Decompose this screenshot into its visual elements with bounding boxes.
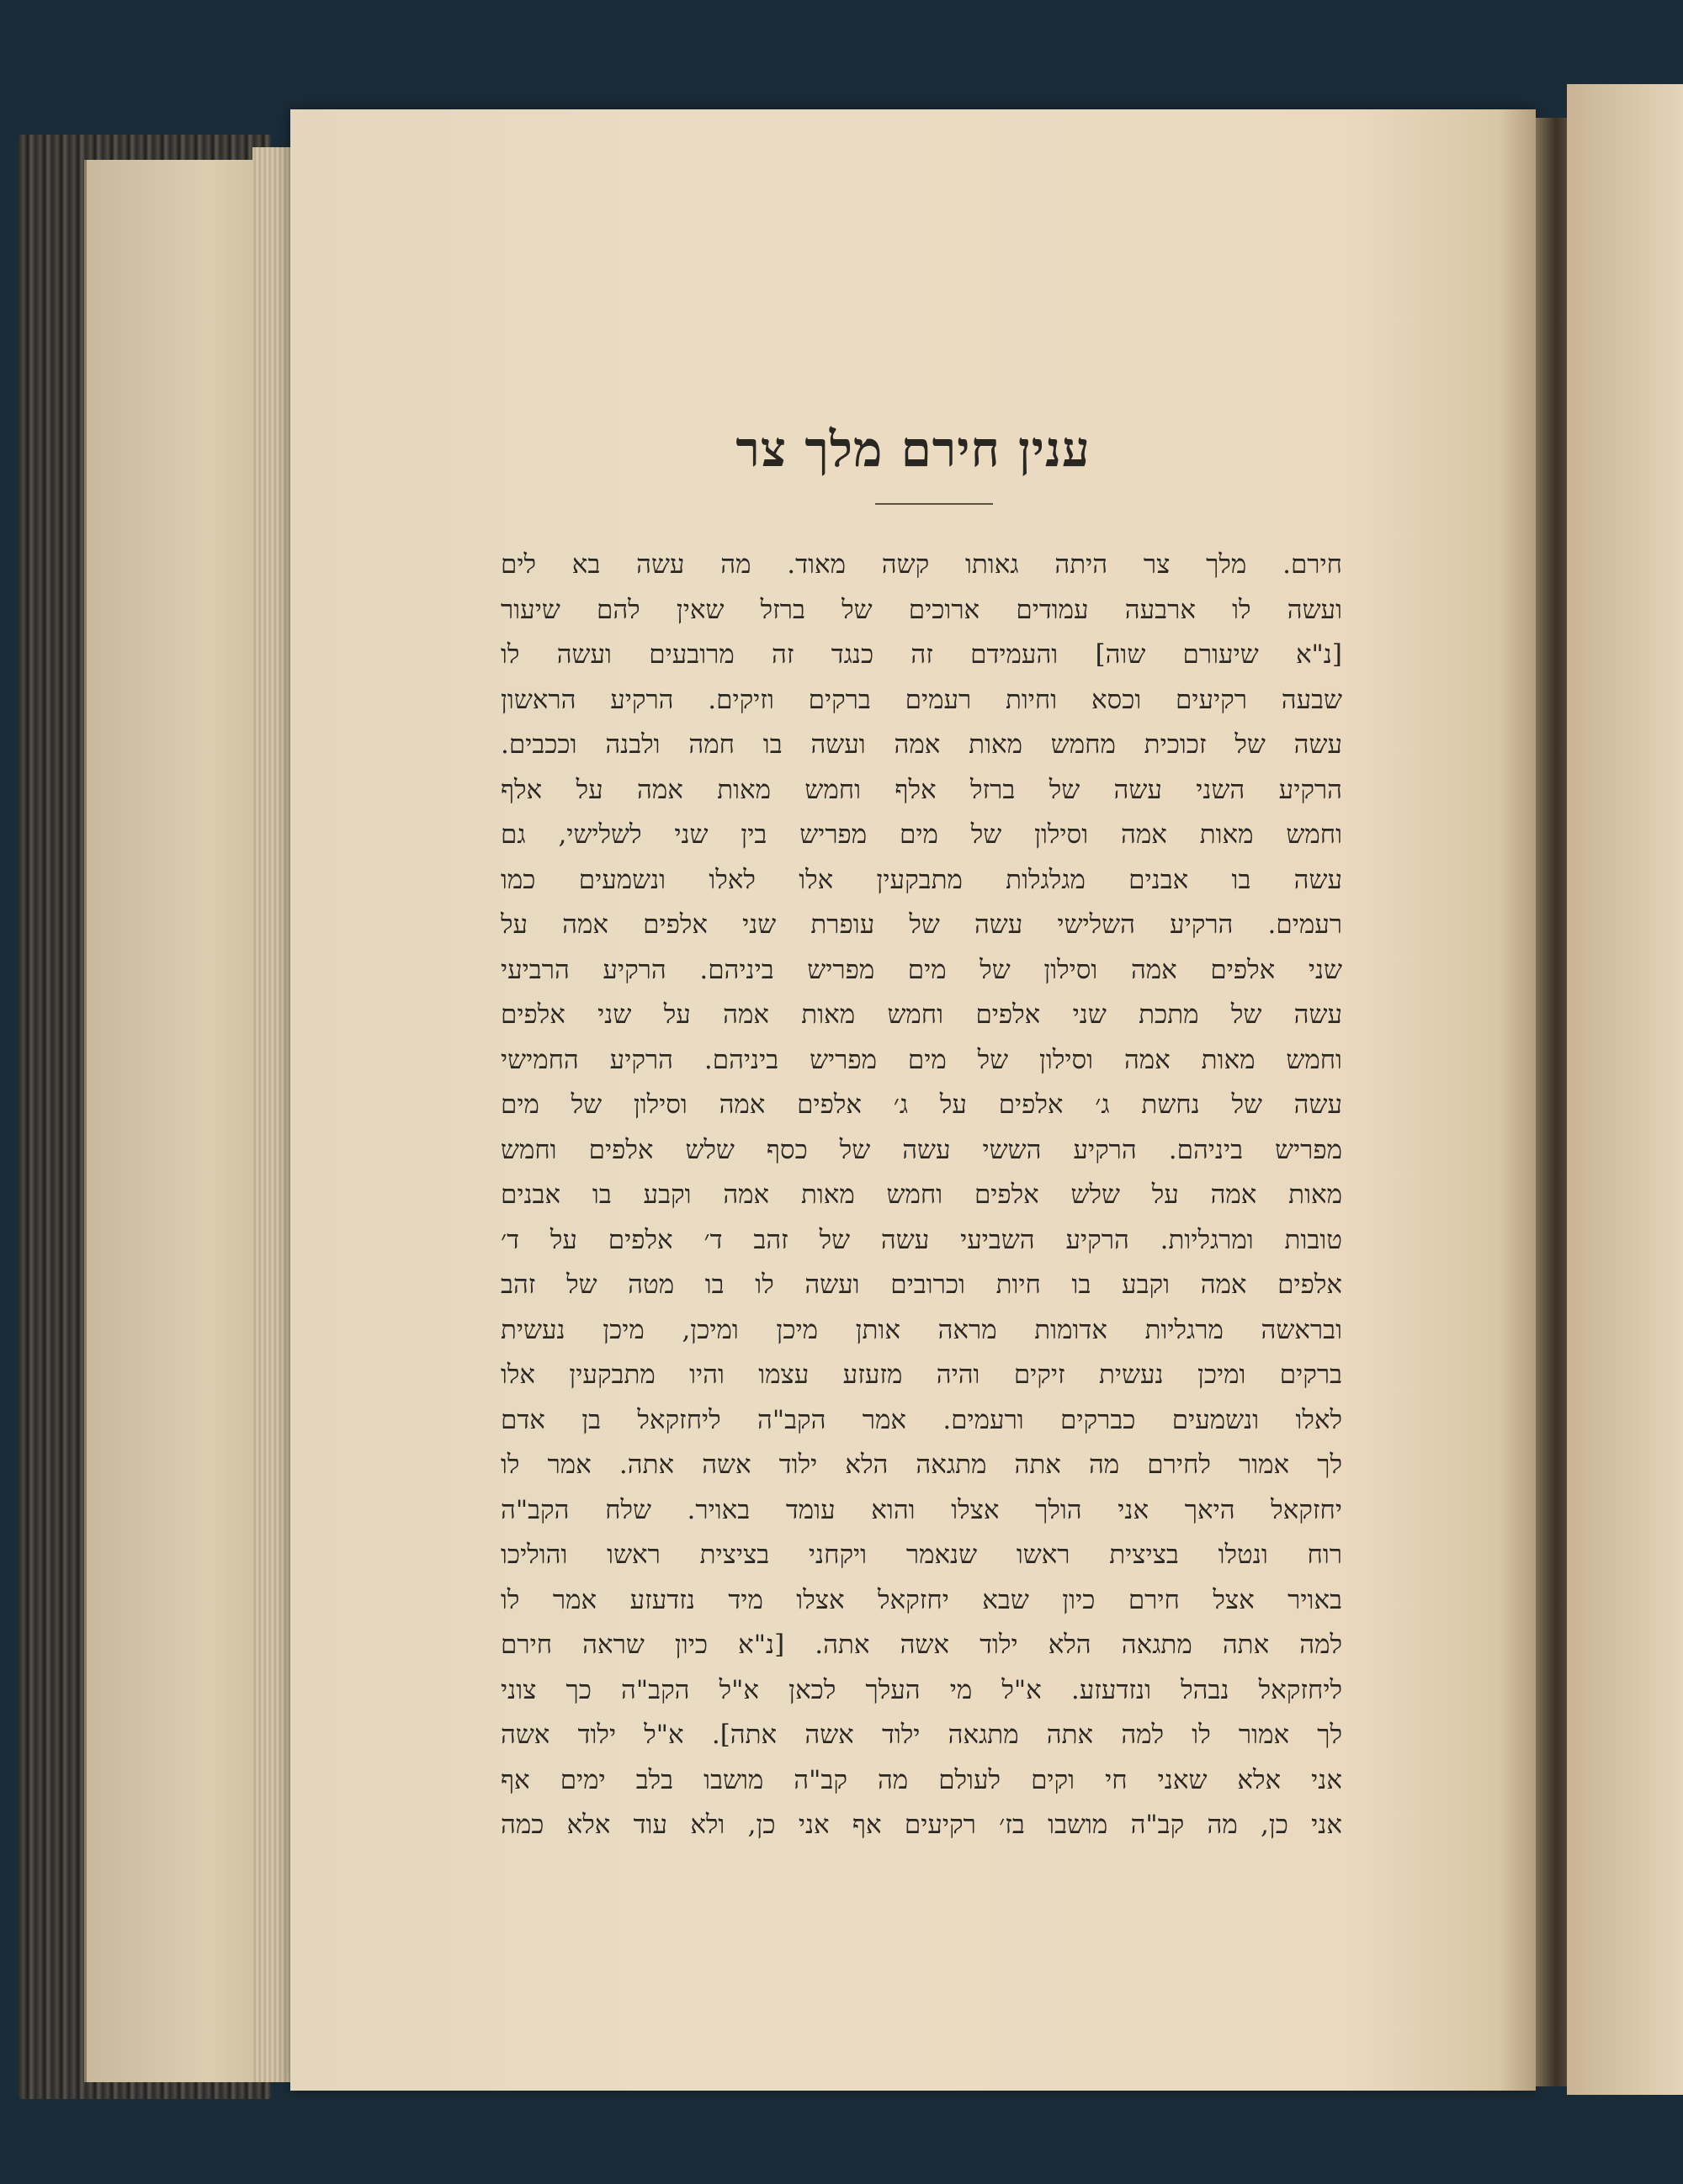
text-line: עשה בו אבנים מגלגלות מתבקעין אלו לאלו ונשמעים כמו [501,864,1342,895]
text-line: שני אלפים אמה וסילון של מים מפריש ביניהם. הרקיע הרביעי [501,954,1342,985]
text-line: ובראשה מרגליות אדומות מראה אותן מיכן ומיכן, מיכן נעשית [501,1314,1342,1345]
text-line: מפריש ביניהם. הרקיע הששי עשה של כסף שלש אלפים וחמש [501,1134,1342,1165]
text-line: רעמים. הרקיע השלישי עשה של עופרת שני אלפים אמה על [501,909,1342,940]
text-line: הרקיע השני עשה של ברזל אלף וחמש מאות אמה על אלף [501,774,1342,805]
text-line: חירם. מלך צר היתה גאותו קשה מאוד. מה עשה בא לים [501,549,1342,580]
text-line: לך אמור לו למה אתה מתגאה ילוד אשה אתה]. א"ל ילוד אשה [501,1720,1342,1750]
page-title: ענין חירם מלך צר [735,421,1091,478]
text-line: [נ"א שיעורם שוה] והעמידם זה כנגד זה מרובעים ועשה לו [501,639,1342,670]
text-line: וחמש מאות אמה וסילון של מים מפריש בין שני לשלישי, גם [501,819,1342,850]
text-line: באויר אצל חירם כיון שבא יחזקאל אצלו מיד נזדעזע אמר לו [501,1584,1342,1615]
text-line: אלפים אמה וקבע בו חיות וכרובים ועשה לו בו מטה של זהב [501,1270,1342,1300]
title-divider [875,503,993,505]
text-line: רוח ונטלו בציצית ראשו שנאמר ויקחני בציצית ראשו והוליכו [501,1540,1342,1570]
text-line: אני אלא שאני חי וקים לעולם מה קב"ה מושבו בלב ימים אף [501,1764,1342,1795]
right-page-edge [1567,84,1683,2095]
text-line: מאות אמה על שלש אלפים וחמש מאות אמה וקבע בו אבנים [501,1179,1342,1210]
body-text [501,543,1342,1848]
text-line: לאלו ונשמעים כברקים ורעמים. אמר הקב"ה ליחזקאל בן אדם [501,1404,1342,1435]
text-line: וחמש מאות אמה וסילון של מים מפריש ביניהם. הרקיע החמישי [501,1044,1342,1075]
text-line: אני כן, מה קב"ה מושבו בז׳ רקיעים אף אני כן, ולא עוד אלא כמה [501,1810,1342,1840]
text-line: שבעה רקיעים וכסא וחיות רעמים ברקים וזיקים. הרקיע הראשון [501,684,1342,715]
text-line: ליחזקאל נבהל ונזדעזע. א"ל מי העלך לכאן א"ל הקב"ה כך צוני [501,1674,1342,1705]
text-line: לך אמור לחירם מה אתה מתגאה הלא ילוד אשה אתה. אמר לו [501,1450,1342,1480]
text-line: טובות ומרגליות. הרקיע השביעי עשה של זהב ד׳ אלפים על ד׳ [501,1224,1342,1255]
text-line: למה אתה מתגאה הלא ילוד אשה אתה. [נ"א כיון שראה חירם [501,1630,1342,1660]
text-line: ברקים ומיכן נעשית זיקים והיה מזעזע עצמו והיו מתבקעין אלו [501,1360,1342,1390]
text-line: עשה של מתכת שני אלפים וחמש מאות אמה על שני אלפים [501,999,1342,1030]
page-edges [252,147,295,2082]
text-line: עשה של זכוכית מחמש מאות אמה ועשה בו חמה ולבנה וככבים. [501,729,1342,760]
text-line: ועשה לו ארבעה עמודים ארוכים של ברזל שאין להם שיעור [501,594,1342,625]
text-line: יחזקאל היאך אני הולך אצלו והוא עומד באויר. שלח הקב"ה [501,1494,1342,1525]
book-gutter [1536,118,1569,2086]
text-line: עשה של נחשת ג׳ אלפים על ג׳ אלפים אמה וסילון של מים [501,1089,1342,1120]
